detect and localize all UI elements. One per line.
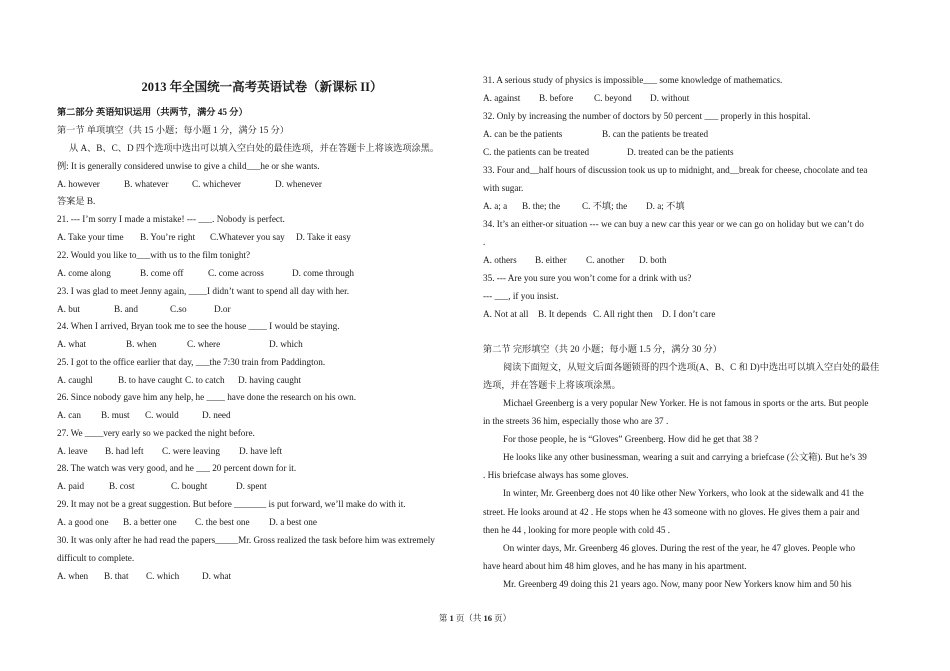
option: B. a better one	[123, 517, 177, 527]
option: C. All right then	[593, 309, 653, 319]
page-number: 1	[449, 613, 454, 623]
question-34: 34. It’s an either-or situation --- we can buy a new car this year or we can go on holiday but we can’t do	[483, 219, 864, 229]
option: C. which	[146, 571, 180, 581]
footer-middle: 页（共	[455, 613, 482, 623]
option: A. Not at all	[483, 309, 529, 319]
option: D. need	[202, 410, 231, 420]
option: B. cost	[109, 481, 135, 491]
option: A. when	[57, 571, 89, 581]
example-option: A. however	[57, 179, 100, 189]
option: A. but	[57, 304, 80, 314]
option: D. which	[269, 339, 303, 349]
option: C. would	[145, 410, 179, 420]
option: A. paid	[57, 481, 85, 491]
option: B. had left	[105, 446, 144, 456]
passage-line: in the streets 36 him, especially those who are 37 .	[483, 416, 669, 426]
option: D. without	[650, 93, 690, 103]
option: C. the best one	[195, 517, 250, 527]
option: D. having caught	[238, 375, 302, 385]
option: D. spent	[236, 481, 267, 491]
section1-heading: 第一节 单项填空（共 15 小题；每小题 1 分，满分 15 分）	[57, 125, 289, 135]
option: D. what	[202, 571, 232, 581]
section2-instruction-cont: 选项，并在答题卡上将该项涂黑。	[483, 380, 621, 390]
passage-line: For those people, he is “Gloves” Greenberg. How did he get that 38 ?	[503, 434, 759, 444]
passage-line: He looks like any other businessman, wearing a suit and carrying a briefcase (公文箱). But he’s 39	[503, 452, 867, 462]
option: C. the patients can be treated	[483, 147, 590, 157]
option: B. must	[101, 410, 130, 420]
option: D. a best one	[269, 517, 317, 527]
option: D.or	[214, 304, 231, 314]
option: A. a; a	[483, 201, 508, 211]
question-22: 22. Would you like to___with us to the film tonight?	[57, 250, 251, 260]
passage-line: then he 44 , looking for more people with cold 45 .	[483, 525, 671, 535]
option: C. bought	[171, 481, 208, 491]
option: A. Take your time	[57, 232, 124, 242]
example-option: B. whatever	[124, 179, 169, 189]
question-24: 24. When I arrived, Bryan took me to see the house ____ I would be staying.	[57, 321, 340, 331]
option: B. either	[535, 255, 567, 265]
question-26: 26. Since nobody gave him any help, he ____ have done the research on his own.	[57, 392, 357, 402]
question-30: 30. It was only after he had read the papers_____Mr. Gross realized the task before him was extremely	[57, 535, 435, 545]
option: B. to have caught	[118, 375, 183, 385]
option: A. others	[483, 255, 517, 265]
passage-line: In winter, Mr. Greenberg does not 40 like other New Yorkers, who look at the sidewalk and 41 the	[503, 488, 864, 498]
footer-prefix: 第	[438, 613, 448, 623]
option: A. come along	[57, 268, 111, 278]
option: D. come through	[292, 268, 355, 278]
option: C.so	[170, 304, 187, 314]
question-30-cont: difficult to complete.	[57, 553, 135, 563]
question-35-cont: --- ___, if you insist.	[483, 291, 559, 301]
option: C. another	[586, 255, 625, 265]
question-34-cont: .	[483, 237, 486, 247]
question-33: 33. Four and__half hours of discussion took us up to midnight, and__break for cheese, chocolate and tea	[483, 165, 868, 175]
page-total: 16	[483, 613, 492, 623]
example-option: D. whenever	[275, 179, 322, 189]
question-29: 29. It may not be a great suggestion. But before _______ is put forward, we’ll make do with it.	[57, 499, 406, 509]
option: C. to catch	[185, 375, 225, 385]
option: D. treated can be the patients	[627, 147, 734, 157]
question-35: 35. --- Are you sure you won’t come for a drink with us?	[483, 273, 692, 283]
passage-line: On winter days, Mr. Greenberg 46 gloves. During the rest of the year, he 47 gloves. People who	[503, 543, 856, 553]
option: D. Take it easy	[296, 232, 351, 242]
question-28: 28. The watch was very good, and he ___ 20 percent down for it.	[57, 463, 297, 473]
passage-line: have heard about him 48 him gloves, and he has many in his apartment.	[483, 561, 747, 571]
option: A. a good one	[57, 517, 109, 527]
option: A. against	[483, 93, 521, 103]
option: A. caughl	[57, 375, 93, 385]
option: B. and	[114, 304, 138, 314]
section1-instruction: 从 A、B、C、D 四个选项中选出可以填入空白处的最佳选项，并在答题卡上将该选项涂黑。	[69, 143, 440, 153]
option: A. what	[57, 339, 87, 349]
option: C.Whatever you say	[210, 232, 285, 242]
option: B. that	[104, 571, 129, 581]
option: A. can be the patients	[483, 129, 563, 139]
passage-line: Michael Greenberg is a very popular New Yorker. He is not famous in sports or the arts. But people	[503, 398, 869, 408]
question-33-cont: with sugar.	[483, 183, 524, 193]
example-option: C. whichever	[192, 179, 241, 189]
option: B. You’re right	[140, 232, 196, 242]
part-heading: 第二部分 英语知识运用（共两节，满分 45 分）	[57, 107, 248, 117]
question-32: 32. Only by increasing the number of doctors by 50 percent ___ properly in this hospital.	[483, 111, 811, 121]
question-23: 23. I was glad to meet Jenny again, ____I didn’t want to spend all day with her.	[57, 286, 349, 296]
option: B. It depends	[538, 309, 587, 319]
question-21: 21. --- I’m sorry I made a mistake! --- ___. Nobody is perfect.	[57, 214, 285, 224]
example-question: 例: It is generally considered unwise to give a child___he or she wants.	[57, 161, 320, 171]
passage-line: street. He looks around at 42 . He stops when he 43 someone with no gloves. He gives them a pair and	[483, 507, 860, 517]
option: A. can	[57, 410, 81, 420]
option: D. a; 不填	[646, 201, 685, 211]
option: B. can the patients be treated	[602, 129, 709, 139]
option: B. when	[126, 339, 157, 349]
section2-instruction: 阅读下面短文，从短文后面各题锁哥的四个选项(A、B、C 和 D)中选出可以填入空白处的最佳	[503, 362, 880, 372]
passage-line: Mr. Greenberg 49 doing this 21 years ago. Now, many poor New Yorkers know him and 50 his	[503, 579, 852, 589]
question-31: 31. A serious study of physics is impossible___ some knowledge of mathematics.	[483, 75, 783, 85]
option: C. 不填; the	[582, 201, 628, 211]
footer-suffix: 页）	[494, 613, 512, 623]
option: C. come across	[208, 268, 264, 278]
option: C. were leaving	[162, 446, 220, 456]
option: B. the; the	[522, 201, 561, 211]
passage-line: . His briefcase always has some gloves.	[483, 470, 629, 480]
option: B. come off	[140, 268, 184, 278]
section2-heading: 第二节 完形填空（共 20 小题；每小题 1.5 分，满分 30 分）	[483, 344, 722, 354]
option: D. I don’t care	[662, 309, 716, 319]
option: B. before	[539, 93, 574, 103]
question-25: 25. I got to the office earlier that day, ___the 7:30 train from Paddington.	[57, 357, 326, 367]
option: D. both	[639, 255, 667, 265]
option: D. have left	[239, 446, 283, 456]
option: A. leave	[57, 446, 88, 456]
question-27: 27. We ____very early so we packed the night before.	[57, 428, 255, 438]
example-answer: 答案是 B.	[57, 196, 96, 206]
page-footer	[0, 612, 950, 624]
option: C. beyond	[594, 93, 632, 103]
option: C. where	[187, 339, 221, 349]
page-title: 2013 年全国统一高考英语试卷（新课标 II）	[141, 80, 383, 94]
